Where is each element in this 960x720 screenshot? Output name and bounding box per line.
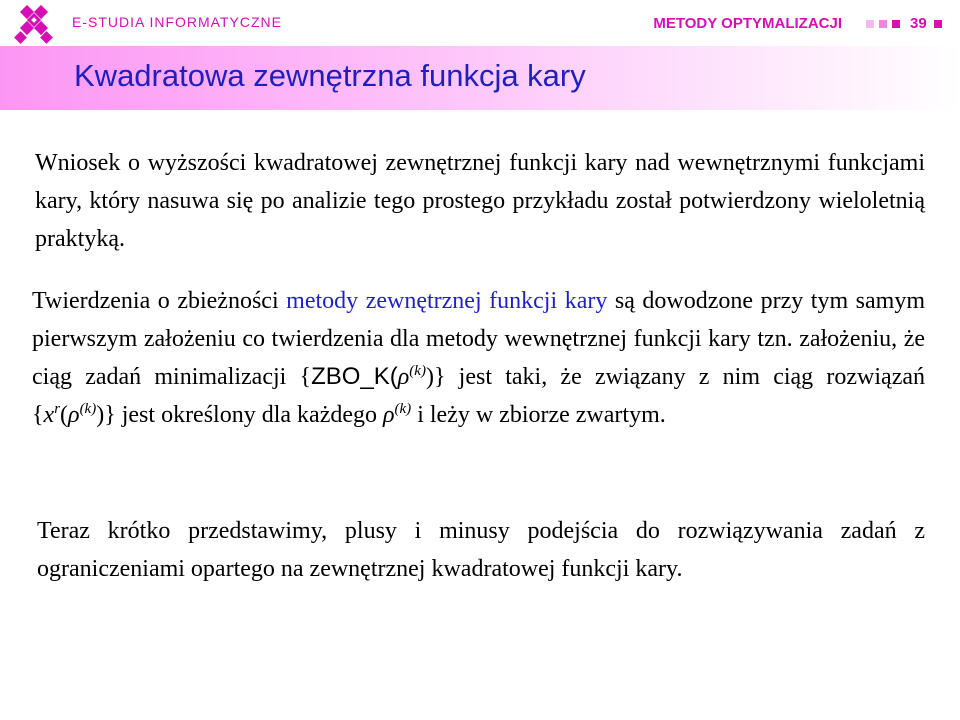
p2-sup-r: r <box>54 401 61 417</box>
p2-open-paren: ( <box>389 363 398 390</box>
p2-open-paren2: ( <box>60 402 69 428</box>
page-number-square <box>934 20 942 28</box>
p2-x: x <box>43 402 55 428</box>
p2-highlight-method: metody zewnętrznej funkcji kary <box>286 288 608 314</box>
indicator-square-medium <box>879 20 887 28</box>
p2-rho: ρ <box>397 364 410 390</box>
e-studia-logo-icon <box>14 5 54 45</box>
page-number: 39 <box>910 15 927 32</box>
p2-sup-k: (k) <box>409 363 426 379</box>
paragraph-summary: Teraz krótko przedstawimy, plusy i minusy podejścia do rozwiązywania zadań z ograniczeniami opartego na zewnętrznej kwadratowej funkcji kary. <box>37 518 925 582</box>
p2-text-e: i leży w zbiorze zwartym. <box>411 402 666 428</box>
p2-text-b: są dowodzone przy tym samym pierwszym założeniu co twierdzenia dla metody wewnętrznej funkcji kary tzn. założeniu, że ciąg zadań minimalizacji { <box>32 288 925 390</box>
p2-text-c: jest taki, że związany z nim ciąg rozwiązań { <box>32 364 926 428</box>
slide-title: Kwadratowa zewnętrzna funkcja kary <box>74 58 586 93</box>
p2-text-d: jest określony dla każdego <box>115 402 383 428</box>
p2-sup-k2: (k) <box>79 401 97 417</box>
paragraph-convergence <box>32 282 925 434</box>
p2-close-b: )} <box>96 402 116 428</box>
p2-close-a: )} <box>425 364 446 390</box>
brand-name: E-STUDIA INFORMATYCZNE <box>72 14 282 30</box>
course-title: METODY OPTYMALIZACJI <box>653 15 842 32</box>
indicator-square-dark <box>892 20 900 28</box>
p2-text-a: Twierdzenia o zbieżności <box>32 288 287 314</box>
page-indicator-squares <box>866 20 912 32</box>
paragraph-conclusion: Wniosek o wyższości kwadratowej zewnętrznej funkcji kary nad wewnętrznymi funkcjami kary, który nasuwa się po analizie tego prostego przykładu został potwierdzony wieloletnią praktyką. <box>35 150 925 252</box>
p2-sup-k3: (k) <box>394 401 412 417</box>
p2-rho2: ρ <box>68 402 80 428</box>
indicator-square-light <box>866 20 874 28</box>
p2-zbo-k: ZBO_K <box>311 363 390 390</box>
p2-rho3: ρ <box>383 402 395 428</box>
